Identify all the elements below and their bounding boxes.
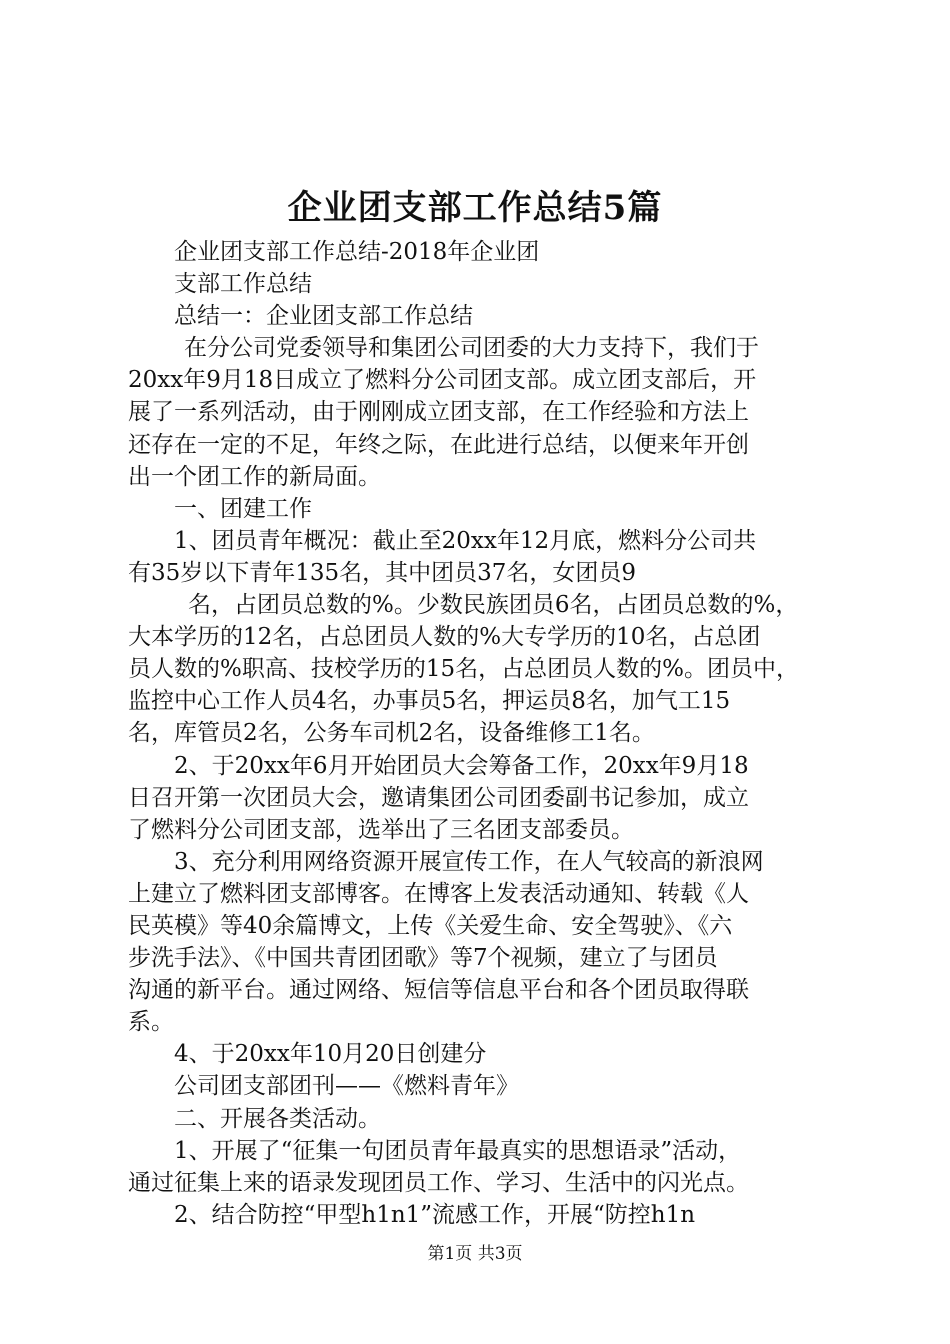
- text-line: 监控中心工作人员4名，办事员5名，押运员8名，加气工15: [128, 688, 731, 715]
- text-line: 支部工作总结: [174, 271, 312, 298]
- text-line: 上建立了燃料团支部博客。在博客上发表活动通知、转载《人: [128, 880, 749, 907]
- document-body: [128, 236, 828, 1231]
- text-line: 大本学历的12名，占总团员人数的%大专学历的10名，占总团: [128, 624, 761, 651]
- text-line: 2、结合防控“甲型h1n1”流感工作，开展“防控h1n: [174, 1201, 696, 1228]
- text-line: 20xx年9月18日成立了燃料分公司团支部。成立团支部后，开: [128, 367, 757, 394]
- text-line: 1、团员青年概况：截止至20xx年12月底，燃料分公司共: [174, 527, 757, 554]
- text-line: 有35岁以下青年135名，其中团员37名，女团员9: [128, 559, 637, 586]
- text-line: 步洗手法》、《中国共青团团歌》等7个视频，建立了与团员: [128, 945, 718, 972]
- text-line: 在分公司党委领导和集团公司团委的大力支持下，我们于: [184, 335, 759, 362]
- text-line: 企业团支部工作总结-2018年企业团: [174, 239, 540, 265]
- text-line: 员人数的%职高、技校学历的15名，占总团员人数的%。团员中，: [128, 656, 799, 683]
- text-line: 民英模》等40余篇博文，上传《关爱生命、安全驾驶》、《六: [128, 912, 733, 939]
- document-title: 企业团支部工作总结5篇: [287, 188, 663, 228]
- text-line: 还存在一定的不足，年终之际，在此进行总结，以便来年开创: [128, 431, 749, 458]
- text-line: 1、开展了“征集一句团员青年最真实的思想语录”活动，: [174, 1137, 742, 1164]
- text-line: 沟通的新平台。通过网络、短信等信息平台和各个团员取得联: [128, 977, 749, 1004]
- text-line: 2、于20xx年6月开始团员大会筹备工作，20xx年9月18: [174, 752, 749, 779]
- section-heading: 二、开展各类活动。: [174, 1105, 381, 1132]
- text-line: 展了一系列活动，由于刚刚成立团支部，在工作经验和方法上: [128, 399, 749, 426]
- text-line: 名，占团员总数的%。少数民族团员6名，占团员总数的%，: [188, 592, 799, 619]
- text-line: 名，库管员2名，公务车司机2名，设备维修工1名。: [128, 720, 655, 747]
- text-line: 了燃料分公司团支部，选举出了三名团支部委员。: [128, 816, 634, 843]
- text-line: 通过征集上来的语录发现团员工作、学习、生活中的闪光点。: [128, 1169, 749, 1196]
- text-line: 系。: [128, 1009, 174, 1036]
- page-footer: 第1页 共3页: [427, 1244, 523, 1264]
- text-line: 总结一：企业团支部工作总结: [174, 303, 473, 330]
- text-line: 3、充分利用网络资源开展宣传工作，在人气较高的新浪网: [174, 848, 764, 875]
- text-line: 4、于20xx年10月20日创建分: [174, 1041, 487, 1068]
- text-line: 出一个团工作的新局面。: [128, 463, 381, 490]
- section-heading: 一、团建工作: [174, 495, 312, 522]
- text-line: 公司团支部团刊——《燃料青年》: [174, 1073, 519, 1100]
- text-line: 日召开第一次团员大会，邀请集团公司团委副书记参加，成立: [128, 784, 749, 811]
